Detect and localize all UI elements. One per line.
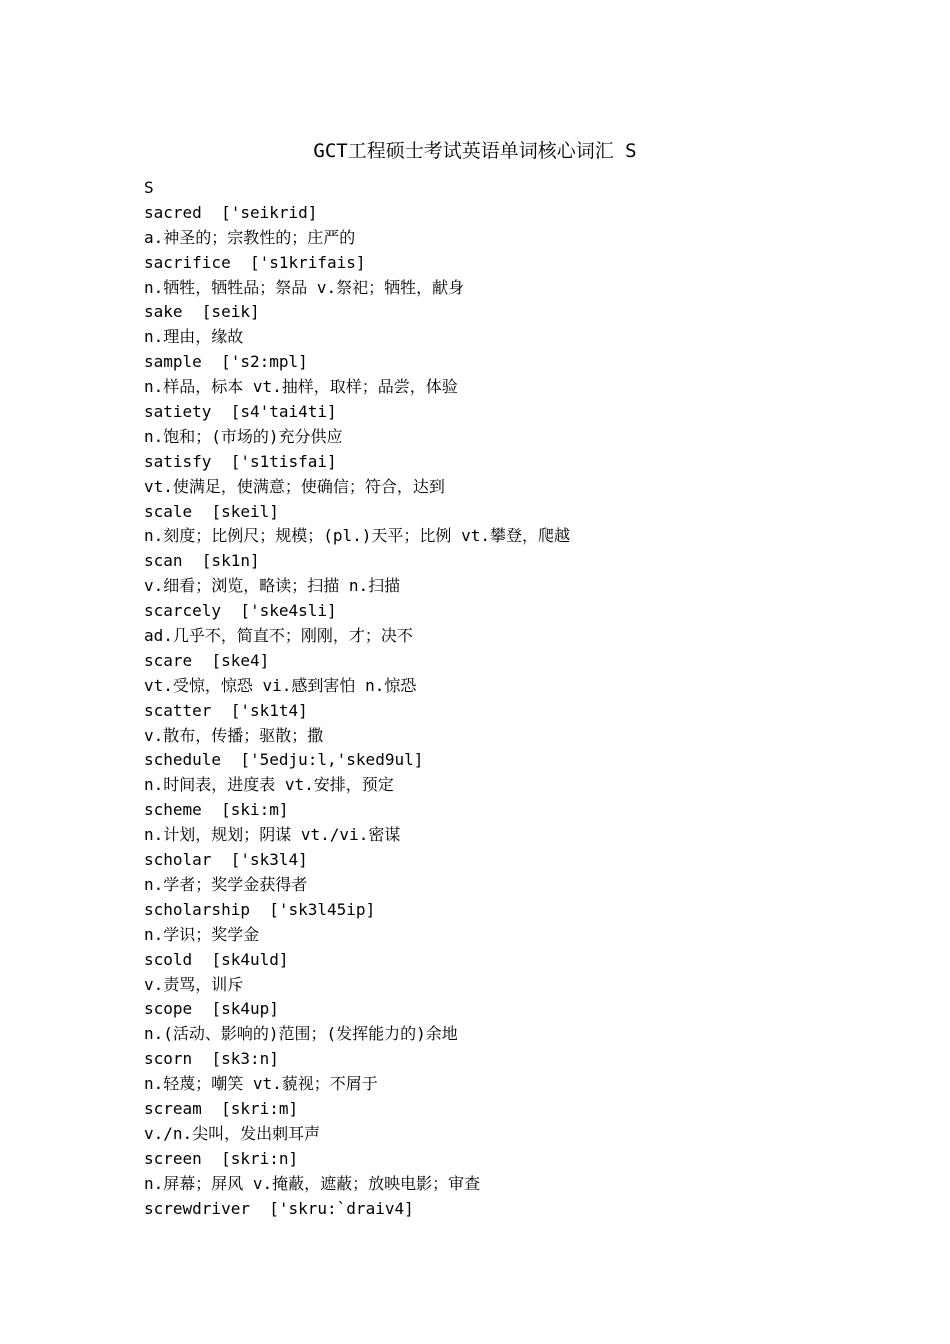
word-phonetic: ['s1krifais] (249, 252, 366, 272)
word-phonetic: [s4'tai4ti] (230, 402, 337, 422)
word-headline (144, 549, 864, 574)
word-term: scheme (144, 800, 202, 820)
word-phonetic: [ski:m] (221, 800, 289, 820)
word-definition: vt.受惊，惊恐 vi.感到害怕 n.惊恐 (144, 675, 417, 695)
word-headline (144, 350, 864, 375)
word-term: sake (144, 302, 183, 322)
word-term: satisfy (144, 451, 212, 471)
word-definition: n.学者；奖学金获得者 (144, 874, 308, 894)
word-definition: n.时间表，进度表 vt.安排，预定 (144, 775, 394, 795)
word-term: scholarship (144, 899, 250, 919)
word-headline (144, 1047, 864, 1072)
word-definition: a.神圣的；宗教性的；庄严的 (144, 227, 356, 247)
word-phonetic: ['s1tisfai] (230, 451, 337, 471)
word-headline (144, 599, 864, 624)
word-definition: n.理由，缘故 (144, 327, 244, 347)
word-definition: ad.几乎不，简直不；刚刚，才；决不 (144, 626, 413, 646)
word-definition: v.散布，传播；驱散；撒 (144, 725, 324, 745)
word-phonetic: [sk4up] (211, 999, 279, 1019)
word-phonetic: [skri:n] (221, 1148, 299, 1168)
word-phonetic: [sk1n] (201, 551, 260, 571)
word-headline (144, 251, 864, 276)
word-term: scale (144, 501, 193, 521)
word-headline (144, 997, 864, 1022)
word-phonetic: ['s2:mpl] (221, 352, 308, 372)
word-phonetic: [seik] (201, 302, 260, 322)
word-term: sample (144, 352, 202, 372)
word-definition: n.样品，标本 vt.抽样，取样；品尝，体验 (144, 377, 458, 397)
word-phonetic: [sk3:n] (211, 1049, 279, 1069)
vocabulary-list (144, 176, 864, 1221)
word-definition: n.牺牲，牺牲品；祭品 v.祭祀；牺牲，献身 (144, 277, 465, 297)
word-definition: n.屏幕；屏风 v.掩蔽，遮蔽；放映电影；审查 (144, 1173, 481, 1193)
section-letter: S (144, 178, 154, 197)
word-term: scope (144, 999, 193, 1019)
word-headline (144, 450, 864, 475)
word-headline (144, 201, 864, 226)
word-phonetic: ['sk1t4] (230, 700, 308, 720)
word-term: sacrifice (144, 252, 231, 272)
word-term: scholar (144, 850, 212, 870)
word-phonetic: ['seikrid] (221, 202, 318, 222)
word-headline (144, 798, 864, 823)
word-term: scan (144, 551, 183, 571)
word-term: schedule (144, 750, 222, 770)
word-headline (144, 948, 864, 973)
word-phonetic: [skeil] (211, 501, 279, 521)
word-definition: vt.使满足，使满意；使确信；符合，达到 (144, 476, 445, 496)
word-definition: v./n.尖叫，发出刺耳声 (144, 1123, 321, 1143)
word-phonetic: [sk4uld] (211, 949, 289, 969)
word-term: screwdriver (144, 1198, 250, 1218)
word-term: scatter (144, 700, 212, 720)
word-headline (144, 300, 864, 325)
word-definition: n.轻蔑；嘲笑 vt.藐视；不屑于 (144, 1074, 378, 1094)
word-headline (144, 1147, 864, 1172)
word-term: sacred (144, 202, 202, 222)
word-definition: n.刻度；比例尺；规模；(pl.)天平；比例 vt.攀登，爬越 (144, 526, 570, 546)
word-phonetic: ['skru:`draiv4] (269, 1198, 414, 1218)
word-headline (144, 1197, 864, 1222)
word-headline (144, 699, 864, 724)
word-phonetic: ['ske4sli] (240, 601, 337, 621)
word-term: scorn (144, 1049, 193, 1069)
word-definition: v.责骂，训斥 (144, 974, 244, 994)
word-definition: n.(活动、影响的)范围；(发挥能力的)余地 (144, 1024, 458, 1044)
word-term: scold (144, 949, 193, 969)
word-headline (144, 1097, 864, 1122)
word-term: scare (144, 650, 193, 670)
word-phonetic: [skri:m] (221, 1098, 299, 1118)
word-term: screen (144, 1148, 202, 1168)
entry-list (144, 201, 864, 1222)
word-headline (144, 748, 864, 773)
word-definition: n.学识；奖学金 (144, 924, 260, 944)
word-headline (144, 649, 864, 674)
word-phonetic: [ske4] (211, 650, 270, 670)
word-headline (144, 500, 864, 525)
word-phonetic: ['sk3l4] (230, 850, 308, 870)
word-phonetic: ['5edju:l,'sked9ul] (240, 750, 424, 770)
word-definition: v.细看；浏览，略读；扫描 n.扫描 (144, 576, 401, 596)
word-headline (144, 848, 864, 873)
word-definition: n.计划，规划；阴谋 vt./vi.密谋 (144, 825, 401, 845)
word-term: scream (144, 1098, 202, 1118)
word-headline (144, 898, 864, 923)
word-term: scarcely (144, 601, 222, 621)
word-term: satiety (144, 402, 212, 422)
page-title: GCT工程硕士考试英语单词核心词汇 S (313, 140, 637, 162)
word-definition: n.饱和；(市场的)充分供应 (144, 426, 343, 446)
word-headline (144, 400, 864, 425)
word-phonetic: ['sk3l45ip] (269, 899, 376, 919)
